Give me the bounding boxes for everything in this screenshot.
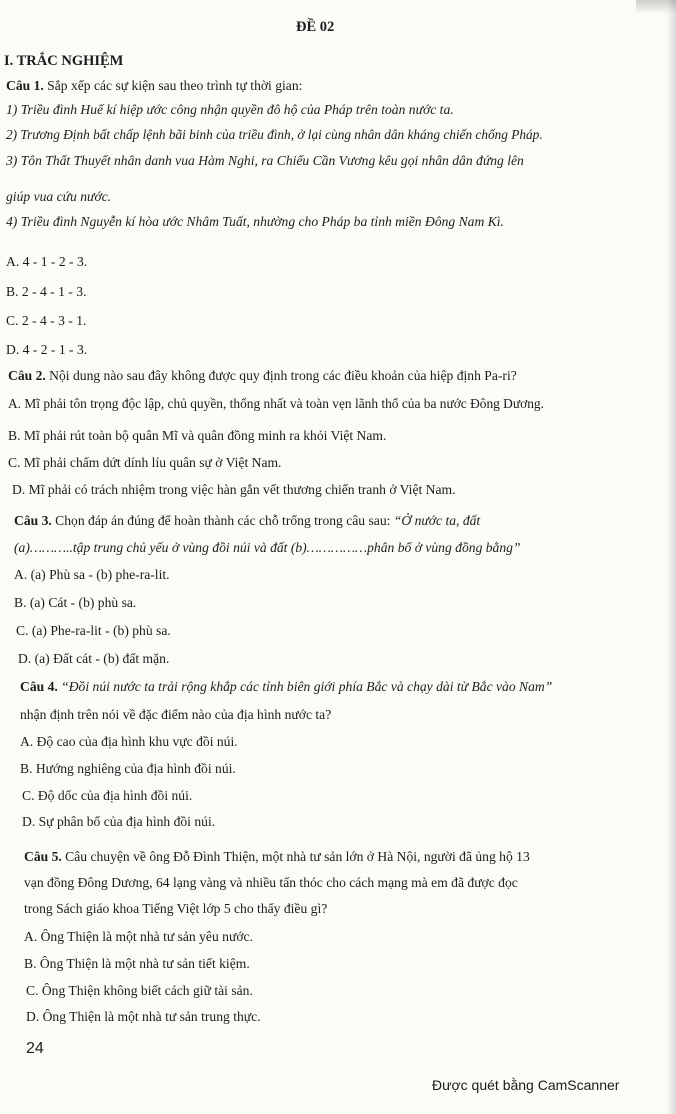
- question-1-option-b: B. 2 - 4 - 1 - 3.: [6, 284, 87, 299]
- question-1-text: Sắp xếp các sự kiện sau theo trình tự thời gian:: [43, 78, 303, 93]
- question-4-stem-continued: nhận định trên nói về đặc điểm nào của địa hình nước ta?: [20, 707, 332, 722]
- question-5-option-a: A. Ông Thiện là một nhà tư sản yêu nước.: [24, 929, 253, 944]
- question-4-stem: [20, 678, 552, 696]
- question-1-event: 2) Trương Định bất chấp lệnh bãi binh của triều đình, ở lại cùng nhân dân kháng chiến chống Pháp.: [6, 127, 543, 142]
- section-heading: I. TRẮC NGHIỆM: [4, 53, 124, 69]
- question-2-stem: [8, 367, 517, 385]
- question-5-text: Câu chuyện về ông Đỗ Đình Thiện, một nhà tư sản lớn ở Hà Nội, người đã ủng hộ 13: [61, 849, 530, 864]
- question-5-stem: [24, 848, 530, 866]
- question-5-stem-line: vạn đồng Đông Dương, 64 lạng vàng và nhiều tấn thóc cho cách mạng mà em đã được đọc: [24, 875, 518, 890]
- question-1-event: 3) Tôn Thất Thuyết nhân danh vua Hàm Nghi, ra Chiếu Cần Vương kêu gọi nhân dân đứng lên: [6, 153, 524, 168]
- question-2-text: Nội dung nào sau đây không được quy định trong các điều khoản của hiệp định Pa-ri?: [45, 368, 517, 383]
- question-4-option-d: D. Sự phân bố của địa hình đồi núi.: [22, 814, 216, 829]
- question-4-label: Câu 4.: [20, 679, 58, 694]
- question-5-option-c: C. Ông Thiện không biết cách giữ tài sản.: [26, 983, 253, 998]
- question-3-quote-line: (a)………..tập trung chủ yếu ở vùng đồi núi và đất (b)……………phân bố ở vùng đồng bằng”: [14, 540, 521, 555]
- question-1-event: giúp vua cứu nước.: [6, 189, 112, 204]
- question-2-option-d: D. Mĩ phải có trách nhiệm trong việc hàn gắn vết thương chiến tranh ở Việt Nam.: [12, 482, 456, 497]
- exam-title: ĐỀ 02: [296, 19, 335, 35]
- page-edge-shadow: [666, 0, 676, 1114]
- page-number: 24: [26, 1040, 44, 1057]
- question-1-event: 1) Triều đình Huế kí hiệp ước công nhận quyền đô hộ của Pháp trên toàn nước ta.: [6, 102, 454, 117]
- question-3-option-d: D. (a) Đất cát - (b) đất mặn.: [18, 651, 170, 666]
- scanner-watermark: Được quét bằng CamScanner: [432, 1077, 620, 1093]
- question-3-text: Chọn đáp án đúng để hoàn thành các chỗ trống trong câu sau:: [51, 513, 394, 528]
- question-4-quote: “Đồi núi nước ta trải rộng khắp các tỉnh biên giới phía Bắc và chạy dài từ Bắc vào Nam”: [57, 679, 553, 694]
- question-4-option-b: B. Hướng nghiêng của địa hình đồi núi.: [20, 761, 236, 776]
- question-1-label: Câu 1.: [6, 78, 44, 93]
- question-1-stem: [6, 77, 302, 95]
- question-3-stem: [14, 512, 480, 530]
- question-5-option-b: B. Ông Thiện là một nhà tư sản tiết kiệm.: [24, 956, 250, 971]
- question-2-label: Câu 2.: [8, 368, 46, 383]
- question-5-label: Câu 5.: [24, 849, 62, 864]
- question-4-option-a: A. Độ cao của địa hình khu vực đồi núi.: [20, 734, 238, 749]
- question-2-option-a: A. Mĩ phải tôn trọng độc lập, chủ quyền, thống nhất và toàn vẹn lãnh thổ của ba nước Đông Dương.: [8, 396, 544, 411]
- question-3-option-a: A. (a) Phù sa - (b) phe-ra-lit.: [14, 567, 170, 582]
- question-1-option-a: A. 4 - 1 - 2 - 3.: [6, 254, 88, 269]
- question-1-option-c: C. 2 - 4 - 3 - 1.: [6, 313, 87, 328]
- page-corner-shadow: [636, 0, 676, 14]
- question-2-option-c: C. Mĩ phải chấm dứt dính líu quân sự ở Việt Nam.: [8, 455, 282, 470]
- question-3-option-b: B. (a) Cát - (b) phù sa.: [14, 595, 137, 610]
- question-2-option-b: B. Mĩ phải rút toàn bộ quân Mĩ và quân đồng minh ra khỏi Việt Nam.: [8, 428, 387, 443]
- question-3-quote: “Ở nước ta, đất: [393, 513, 481, 528]
- question-4-option-c: C. Độ dốc của địa hình đồi núi.: [22, 788, 193, 803]
- question-1-option-d: D. 4 - 2 - 1 - 3.: [6, 342, 88, 357]
- question-1-event: 4) Triều đình Nguyễn kí hòa ước Nhâm Tuất, nhường cho Pháp ba tỉnh miền Đông Nam Kì.: [6, 214, 504, 229]
- question-5-stem-line: trong Sách giáo khoa Tiếng Việt lớp 5 cho thấy điều gì?: [24, 901, 328, 916]
- question-3-option-c: C. (a) Phe-ra-lit - (b) phù sa.: [16, 623, 171, 638]
- question-5-option-d: D. Ông Thiện là một nhà tư sản trung thực.: [26, 1009, 261, 1024]
- question-3-label: Câu 3.: [14, 513, 52, 528]
